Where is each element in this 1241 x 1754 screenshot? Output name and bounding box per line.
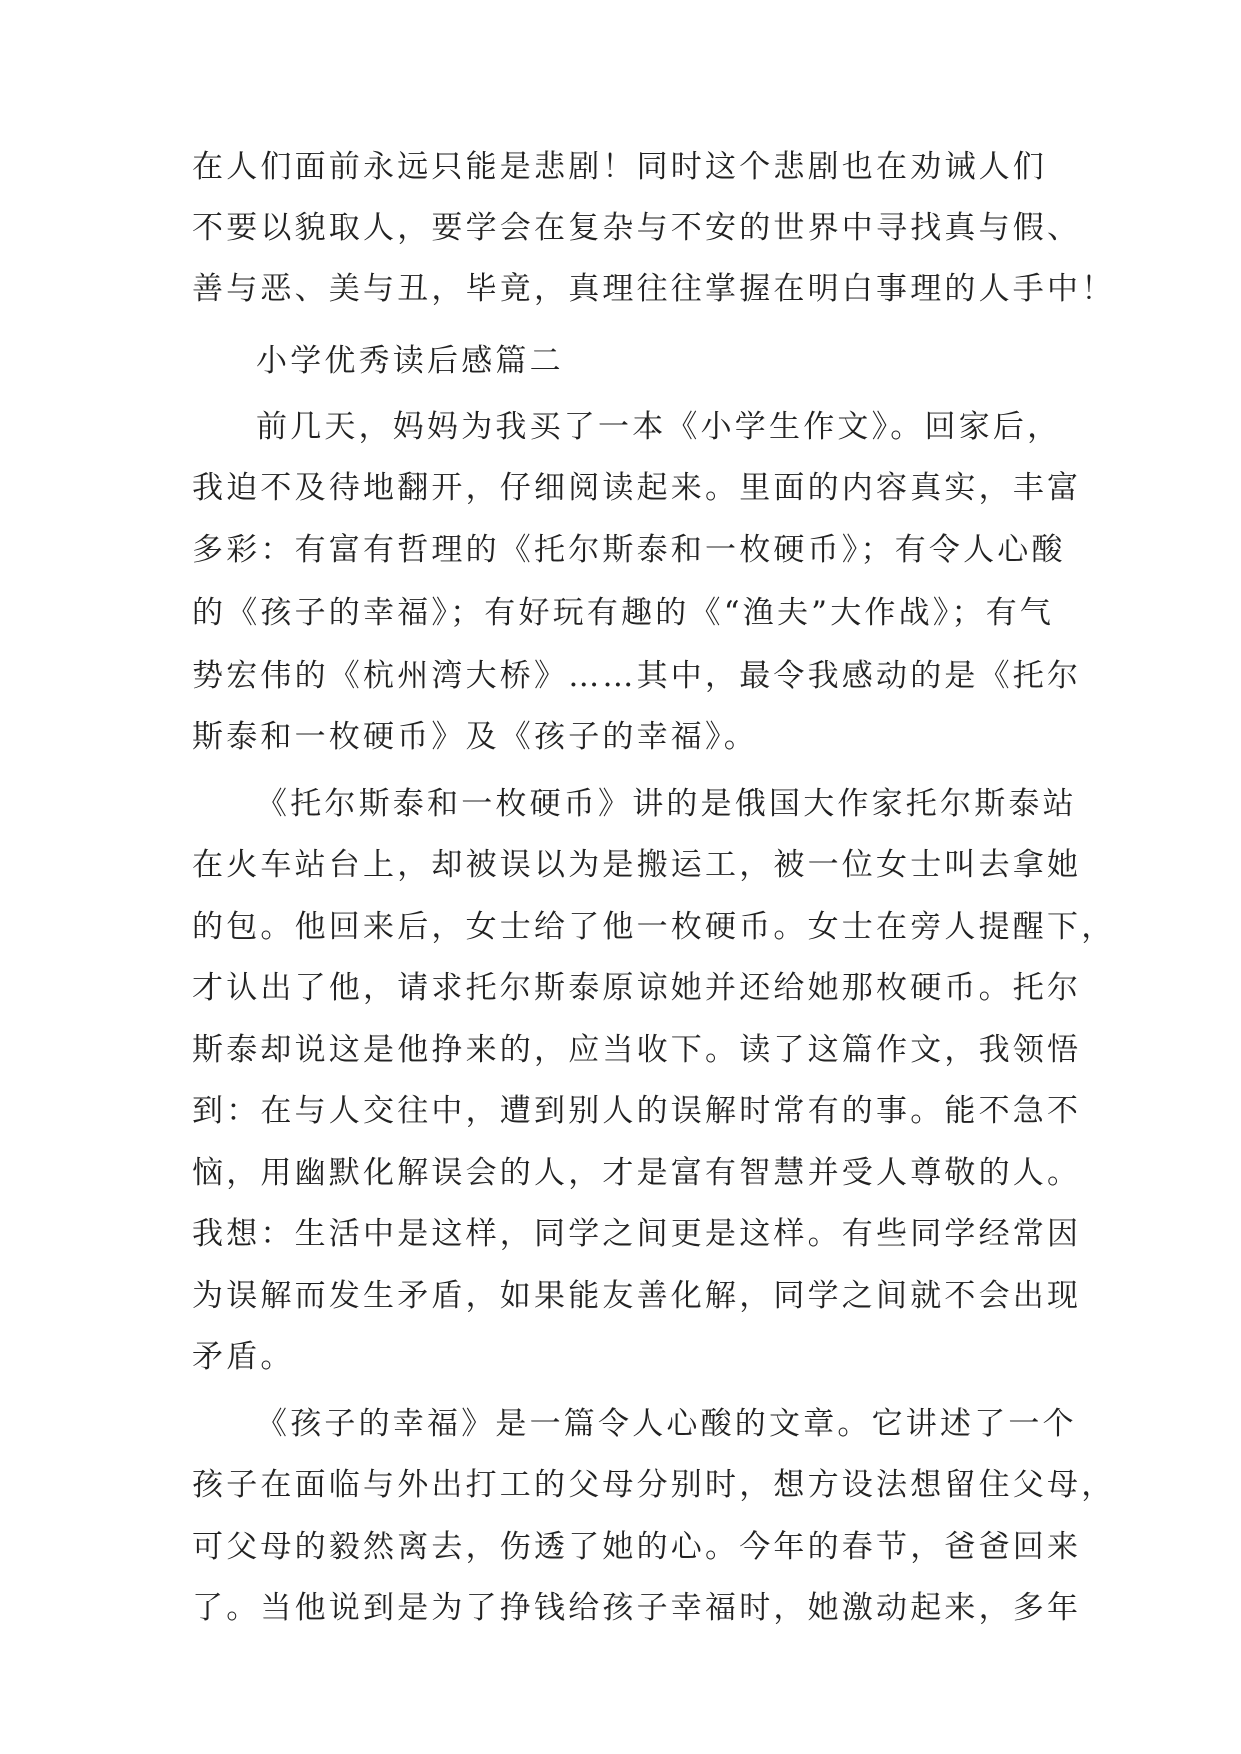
- text-line: 在火车站台上，却被误以为是搬运工，被一位女士叫去拿她: [192, 847, 1082, 883]
- text-line: 可父母的毅然离去，伤透了她的心。今年的春节，爸爸回来: [192, 1529, 1082, 1565]
- text-line: 不要以貌取人，要学会在复杂与不安的世界中寻找真与假、: [192, 210, 1082, 246]
- text-line: 善与恶、美与丑，毕竟，真理往往掌握在明白事理的人手中！: [192, 271, 1116, 307]
- text-line: 在人们面前永远只能是悲剧！同时这个悲剧也在劝诫人们: [192, 149, 1047, 185]
- text-line: 的《孩子的幸福》；有好玩有趣的《“渔夫”大作战》；有气: [192, 595, 1055, 631]
- text-line: 到：在与人交往中，遭到别人的误解时常有的事。能不急不: [192, 1093, 1082, 1129]
- text-line: 势宏伟的《杭州湾大桥》……其中，最令我感动的是《托尔: [192, 658, 1082, 694]
- text-line: 斯泰和一枚硬币》及《孩子的幸福》。: [192, 719, 758, 755]
- text-line: 为误解而发生矛盾，如果能友善化解，同学之间就不会出现: [192, 1278, 1082, 1314]
- text-line: 《托尔斯泰和一枚硬币》讲的是俄国大作家托尔斯泰站: [256, 786, 1077, 822]
- text-line: 我迫不及待地翻开，仔细阅读起来。里面的内容真实，丰富: [192, 470, 1082, 506]
- text-line: 我想：生活中是这样，同学之间更是这样。有些同学经常因: [192, 1216, 1082, 1252]
- text-line: 孩子在面临与外出打工的父母分别时，想方设法想留住父母，: [192, 1467, 1116, 1503]
- text-line: 前几天，妈妈为我买了一本《小学生作文》。回家后，: [256, 409, 1062, 445]
- text-line: 的包。他回来后，女士给了他一枚硬币。女士在旁人提醒下，: [192, 909, 1116, 945]
- text-line: 才认出了他，请求托尔斯泰原谅她并还给她那枚硬币。托尔: [192, 970, 1082, 1006]
- text-line: 《孩子的幸福》是一篇令人心酸的文章。它讲述了一个: [256, 1406, 1077, 1442]
- text-line: 恼，用幽默化解误会的人，才是富有智慧并受人尊敬的人。: [192, 1155, 1082, 1191]
- text-line: 了。当他说到是为了挣钱给孩子幸福时，她激动起来，多年: [192, 1590, 1082, 1626]
- text-line: 矛盾。: [192, 1339, 295, 1375]
- text-line: 斯泰却说这是他挣来的，应当收下。读了这篇作文，我领悟: [192, 1032, 1082, 1068]
- text-line: 多彩：有富有哲理的《托尔斯泰和一枚硬币》；有令人心酸: [192, 532, 1066, 568]
- section-heading: 小学优秀读后感篇二: [256, 343, 564, 379]
